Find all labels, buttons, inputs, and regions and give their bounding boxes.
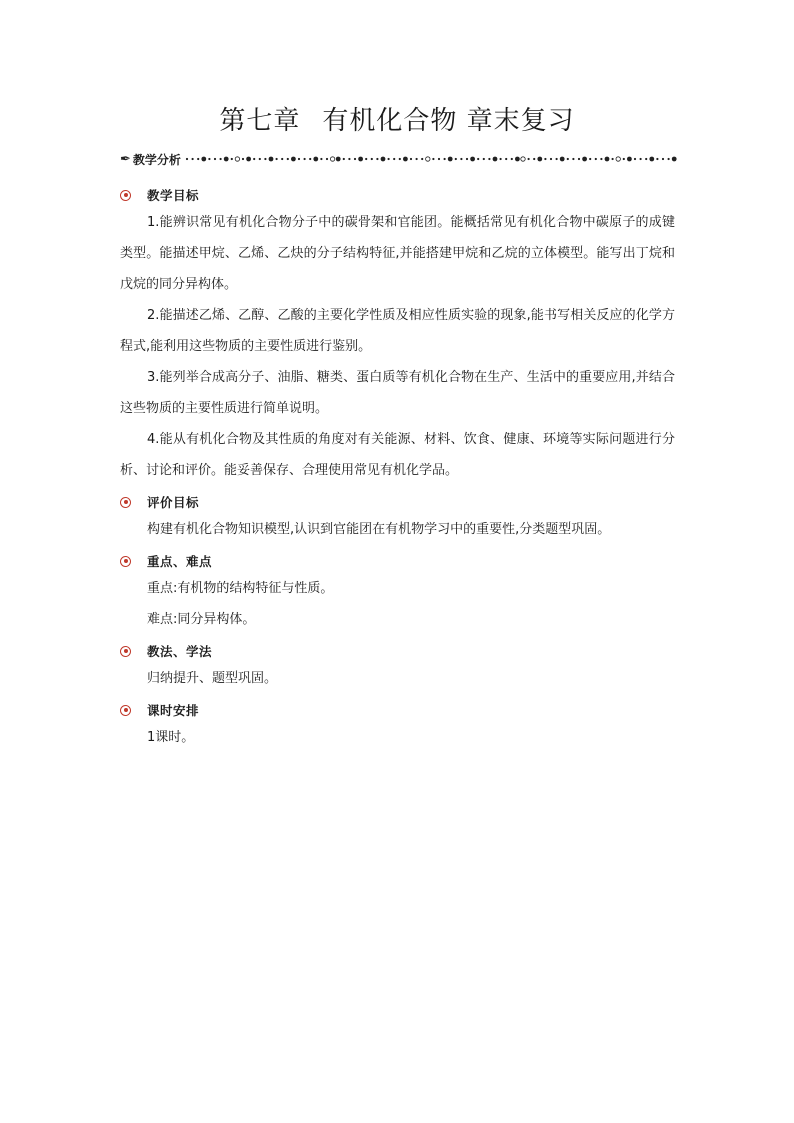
- evaluation-text: 构建有机化合物知识模型,认识到官能团在有机物学习中的重要性,分类题型巩固。: [147, 522, 611, 537]
- pen-icon: ✒: [120, 151, 131, 167]
- heading-text: 教学目标: [147, 188, 200, 203]
- section-heading: [120, 639, 675, 663]
- target-bullet-icon: [120, 646, 131, 657]
- section-evaluation: [120, 490, 675, 545]
- section-keypoints: [120, 549, 675, 635]
- page-title: [0, 100, 794, 137]
- section-heading: [120, 183, 675, 207]
- dotted-divider: [184, 154, 680, 164]
- section-goals: [120, 183, 675, 486]
- target-bullet-icon: [120, 556, 131, 567]
- section-schedule: [120, 698, 675, 753]
- goal-paragraph: 2.能描述乙烯、乙醇、乙酸的主要化学性质及相应性质实验的现象,能书写相关反应的化学方程式,能利用这些物质的主要性质进行鉴别。: [120, 308, 675, 354]
- methods-text: 归纳提升、题型巩固。: [147, 671, 278, 686]
- section-heading: [120, 490, 675, 514]
- target-bullet-icon: [120, 190, 131, 201]
- key-point-text: 重点:有机物的结构特征与性质。: [147, 581, 334, 596]
- heading-text: 教法、学法: [147, 644, 213, 659]
- goal-paragraph: 3.能列举合成高分子、油脂、糖类、蛋白质等有机化合物在生产、生活中的重要应用,并结合这些物质的主要性质进行简单说明。: [120, 370, 675, 416]
- goal-paragraph: 4.能从有机化合物及其性质的角度对有关能源、材料、饮食、健康、环境等实际问题进行分析、讨论和评价。能妥善保存、合理使用常见有机化学品。: [120, 432, 675, 478]
- section-heading: [120, 549, 675, 573]
- chapter-name: 有机化合物 章末复习: [322, 106, 575, 136]
- analysis-label: 教学分析: [132, 152, 181, 167]
- section-heading: [120, 698, 675, 722]
- content: [120, 183, 675, 757]
- chapter-number: 第七章: [219, 106, 301, 136]
- section-methods: [120, 639, 675, 694]
- difficult-point-text: 难点:同分异构体。: [147, 612, 256, 627]
- goal-paragraph: 1.能辨识常见有机化合物分子中的碳骨架和官能团。能概括常见有机化合物中碳原子的成键类型。能描述甲烷、乙烯、乙炔的分子结构特征,并能搭建甲烷和乙烷的立体模型。能写出丁烷和戊烷的同分异构体。: [120, 215, 675, 292]
- heading-text: 重点、难点: [147, 554, 213, 569]
- heading-text: 课时安排: [147, 703, 200, 718]
- heading-text: 评价目标: [147, 495, 200, 510]
- target-bullet-icon: [120, 497, 131, 508]
- target-bullet-icon: [120, 705, 131, 716]
- schedule-text: 1课时。: [147, 730, 195, 745]
- analysis-divider: [120, 150, 680, 168]
